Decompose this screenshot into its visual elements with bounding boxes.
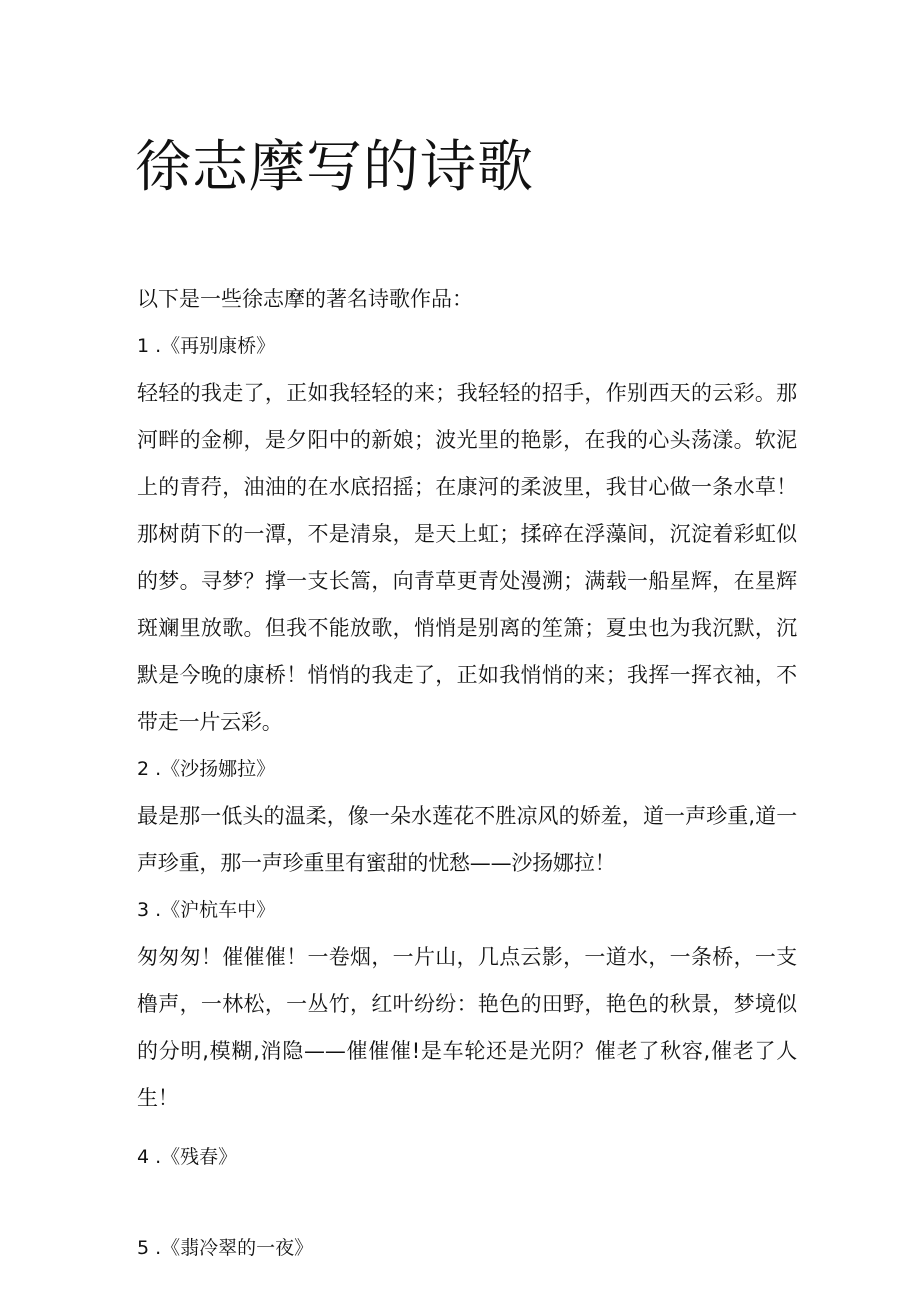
poem-heading-1: 1 .《再别康桥》 (137, 335, 276, 357)
poem-heading-2: 2 .《沙扬娜拉》 (137, 758, 276, 780)
poem-heading-5: 5 .《翡冷翠的一夜》 (137, 1237, 314, 1259)
document-title: 徐志摩写的诗歌 (135, 135, 534, 200)
spacer (137, 1181, 797, 1225)
spacer (137, 1122, 797, 1134)
poem-text-2: 最是那一低头的温柔，像一朵水莲花不胜凉风的娇羞，道一声珍重,道一声珍重，那一声珍重里有蜜甜的忧愁——沙扬娜拉！ (137, 804, 797, 875)
intro-text: 以下是一些徐志摩的著名诗歌作品： (137, 287, 473, 311)
poem-heading-4: 4 .《残春》 (137, 1146, 238, 1168)
poem-heading-3: 3 .《沪杭车中》 (137, 899, 276, 921)
document-body (137, 276, 797, 1272)
poem-text-1: 轻轻的我走了，正如我轻轻的来；我轻轻的招手，作别西天的云彩。那河畔的金柳，是夕阳中的新娘；波光里的艳影，在我的心头荡漾。软泥上的青荇，油油的在水底招摇；在康河的柔波里，我甘心做一条水草！那树荫下的一潭，不是清泉，是天上虹；揉碎在浮藻间，沉淀着彩虹似的梦。寻梦？撑一支长篙，向青草更青处漫溯；满载一船星辉，在星辉斑斓里放歌。但我不能放歌，悄悄是别离的笙箫；夏虫也为我沉默，沉默是今晚的康桥！悄悄的我走了，正如我悄悄的来；我挥一挥衣袖，不带走一片云彩。 (137, 381, 797, 734)
poem-text-3: 匆匆匆！催催催！一卷烟，一片山，几点云影，一道水，一条桥，一支橹声，一林松，一丛竹，红叶纷纷：艳色的田野，艳色的秋景，梦境似的分明,模糊,消隐——催催催!是车轮还是光阴？催老了秋容,催老了人生！ (137, 945, 797, 1110)
